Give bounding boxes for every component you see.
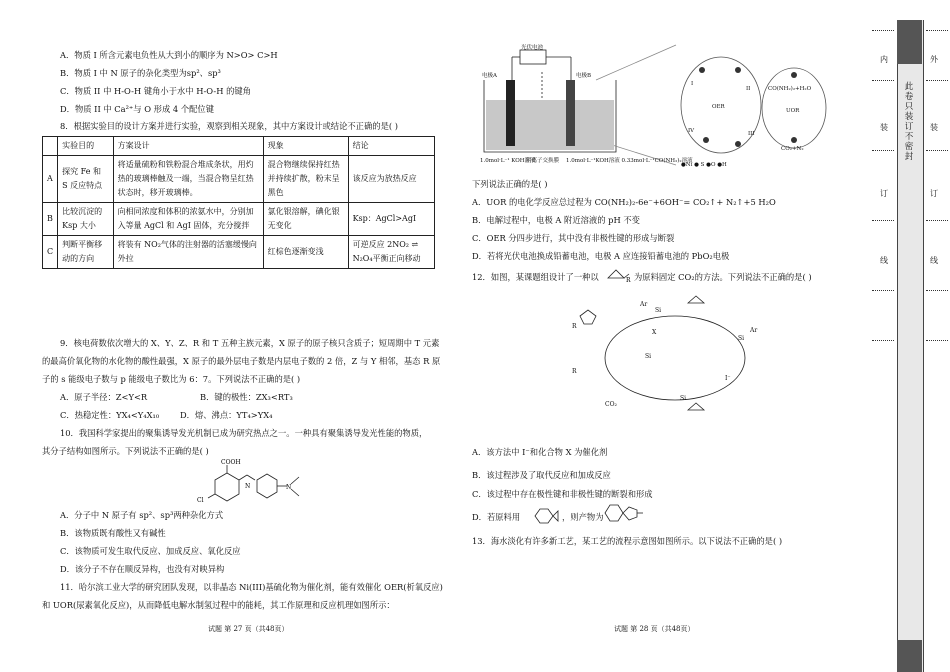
outer-line-label: 线 — [930, 256, 938, 265]
q11-stem: 下列说法正确的是( ) — [472, 179, 548, 189]
q10-option-a: A．分子中 N 原子有 sp²、sp³两种杂化方式 — [60, 510, 224, 520]
membrane-label: 阴离子交换膜 — [526, 158, 560, 164]
q7-option-b: B．物质 I 中 N 原子的杂化类型为sp²、sp³ — [60, 68, 221, 78]
table-cell: 比较沉淀的 Ksp 大小 — [58, 203, 113, 236]
co2-fixation-cycle-diagram — [570, 288, 780, 438]
power-source-label: 光伏电池 — [521, 45, 544, 51]
q9-option-c: C．热稳定性：YX₄<Y₄X₁₀ — [60, 410, 160, 420]
q9-option-d: D．熔、沸点：YT₄>YX₄ — [180, 410, 273, 420]
q11-line-1: 11．哈尔滨工业大学的研究团队发现，以非晶态 Ni(III)基硫化物为催化剂，能有效催化 OER(析氧反应) — [60, 582, 443, 592]
table-cell: 混合物继续保持红热并持续扩散，粉末呈黑色 — [263, 156, 348, 203]
co2-n2-label: CO₂+N₂ — [781, 146, 804, 152]
q11-option-c: C．OER 分四步进行，其中没有非极性键的形成与断裂 — [472, 233, 675, 243]
q12-option-d: D．若原料用 — [472, 512, 521, 522]
table-cell: 结论 — [348, 137, 434, 156]
q9-line-1: 9．核电荷数依次增大的 X、Y、Z、R 和 T 五种主族元素，X 原子的原子核只含质子；短周期中 T 元素 — [60, 338, 440, 348]
table-cell: 探究 Fe 和 S 反应特点 — [58, 156, 113, 203]
table-cell: C — [43, 236, 58, 269]
catalyst-x-label: X — [652, 329, 657, 336]
table-cell: B — [43, 203, 58, 236]
electrode-b-label: 电极B — [576, 73, 592, 79]
table-cell: 可逆反应 2NO₂ ⇌ N₂O₄平衡正向移动 — [348, 236, 434, 269]
cycle-si-label-3: Si — [645, 353, 652, 360]
q9-line-2: 的最高价氧化物的水化物的酸性最强，X 原子的最外层电子数是内层电子数的 2 倍，Z 与 Y 相邻，基态 R 原 — [42, 356, 441, 366]
inner-line-label: 线 — [880, 256, 888, 265]
q8-stem: 8．根据实验目的设计方案并进行实验，观察到相关现象，其中方案设计或结论不正确的是( ) — [60, 121, 398, 131]
inner-bind-label: 装 — [880, 123, 888, 132]
q9-line-3: 子的 s 能级电子数与 p 能级电子数比为 6：7。下列说法不正确的是( ) — [42, 374, 301, 384]
cycle-si-label-4: Si — [680, 395, 687, 402]
q10-option-d: D．该分子不存在顺反异构，也没有对映异构 — [60, 564, 225, 574]
table-cell: 实验目的 — [58, 137, 113, 156]
cut-dots — [926, 340, 948, 341]
cyclic-carbonate-structure — [602, 500, 644, 526]
q10-option-c: C．该物质可发生取代反应、加成反应、氧化反应 — [60, 546, 241, 556]
cut-dots — [872, 30, 894, 31]
cycle-si-label-2: Si — [738, 335, 745, 342]
table-row — [43, 156, 435, 203]
cut-dots — [872, 80, 894, 81]
outer-order-label: 订 — [930, 189, 938, 198]
table-cell: 判断平衡移动的方向 — [58, 236, 113, 269]
cut-dots — [926, 150, 948, 151]
step-i-label: I — [691, 81, 694, 87]
table-cell: 该反应为放热反应 — [348, 156, 434, 203]
cycle-r-label-2: R — [572, 368, 577, 375]
binding-notice: 此卷只装订不密封 — [904, 82, 914, 162]
q12-stem-a: 12．如图，某课题组设计了一种以 — [472, 272, 599, 282]
iodide-label: I⁻ — [725, 375, 731, 382]
q10-option-b: B．该物质既有酸性又有碱性 — [60, 528, 166, 538]
uor-label: UOR — [786, 108, 800, 114]
q7-option-d: D．物质 II 中 Ca²⁺与 O 形成 4 个配位键 — [60, 104, 215, 114]
q10-line-2: 其分子结构如图所示。下列说法不正确的是( ) — [42, 446, 209, 456]
q10-line-1: 10．我国科学家提出的聚集诱导发光机制已成为研究热点之一。一种具有聚集诱导发光性能的物质， — [60, 428, 428, 438]
q9-option-b: B．键的极性：ZX₃<RT₃ — [200, 392, 293, 402]
cycle-si-label-1: Si — [655, 307, 662, 314]
table-cell: A — [43, 156, 58, 203]
cut-dots — [926, 220, 948, 221]
cycle-ar-label-1: Ar — [640, 301, 648, 308]
table-cell: 向相同浓度和体积的浓氨水中，分别加入等量 AgCl 和 AgI 固体，充分搅拌 — [113, 203, 263, 236]
q11-option-a: A．UOR 的电化学反应总过程为 CO(NH₂)₂-6e⁻+6OH⁻= CO₂↑+ N₂↑+5 H₂O — [472, 197, 776, 207]
table-row — [43, 236, 435, 269]
cut-dots — [926, 30, 948, 31]
table-cell — [43, 137, 58, 156]
table-cell: 红棕色逐渐变浅 — [263, 236, 348, 269]
q11-option-b: B．电解过程中，电极 A 附近溶液的 pH 不变 — [472, 215, 640, 225]
cut-dots — [872, 340, 894, 341]
urea-label: CO(NH₂)₂+H₂O — [768, 86, 812, 92]
q8-table — [42, 136, 435, 269]
right-solution-label: 1.0mol·L⁻¹KOH溶液 0.33mol·L⁻¹CO(NH₂)₂溶液 — [566, 158, 693, 164]
binding-top-block — [897, 20, 922, 64]
electrolysis-diagram — [476, 40, 831, 172]
table-cell: Ksp：AgCl>AgI — [348, 203, 434, 236]
q12-option-b: B．该过程涉及了取代反应和加成反应 — [472, 470, 611, 480]
q7-option-a: A．物质 I 所含元素电负性从大到小的顺序为 N>O> C>H — [60, 50, 278, 60]
binding-bottom-block — [897, 640, 922, 672]
cut-dots — [872, 150, 894, 151]
outer-label: 外 — [930, 55, 938, 64]
cyclohexene-oxide-structure — [530, 505, 560, 527]
outer-bind-label: 装 — [930, 123, 938, 132]
binding-margin — [872, 20, 950, 672]
q11-line-2: 和 UOR(尿素氧化反应)，从而降低电解水制氢过程中的能耗，其工作原理和反应机理如图所示： — [42, 600, 395, 610]
q7-option-c: C．物质 II 中 H-O-H 键角小于水中 H-O-H 的键角 — [60, 86, 251, 96]
step-iii-label: III — [748, 131, 755, 137]
cut-dots — [872, 220, 894, 221]
table-cell: 方案设计 — [113, 137, 263, 156]
q10-molecule-diagram — [195, 458, 315, 508]
q13-stem: 13．海水淡化有许多新工艺，某工艺的流程示意图如图所示。以下说法不正确的是( ) — [472, 536, 783, 546]
q12-option-c: C．该过程中存在极性键和非极性键的断裂和形成 — [472, 489, 653, 499]
r-group-label: R — [626, 277, 631, 284]
inner-label: 内 — [880, 55, 888, 64]
q12-option-a: A．该方法中 I⁻和化合物 X 为催化剂 — [472, 447, 608, 457]
cycle-r-label-1: R — [572, 323, 577, 330]
cut-dots — [926, 290, 948, 291]
inner-order-label: 订 — [880, 189, 888, 198]
table-header-row — [43, 137, 435, 156]
left-page-footer: 试题 第 27 页（共48页） — [208, 625, 289, 633]
q11-option-d: D．若将光伏电池换成铅蓄电池，电极 A 应连接铅蓄电池的 PbO₂电极 — [472, 251, 730, 261]
step-ii-label: II — [746, 86, 751, 92]
step-iv-label: IV — [688, 128, 695, 134]
q12-option-d-tail: ，则产物为 — [562, 512, 604, 522]
table-cell: 现象 — [263, 137, 348, 156]
co2-label: CO₂ — [605, 401, 617, 408]
right-page-footer: 试题 第 28 页（共48页） — [614, 625, 695, 633]
table-cell: 将装有 NO₂气体的注射器的活塞缓慢向外拉 — [113, 236, 263, 269]
q12-stem-b: 为原料固定 CO₂的方法。下列说法不正确的是( ) — [634, 272, 812, 282]
amine-n-label: N — [286, 484, 292, 491]
left-solution-label: 1.0mol·L⁻¹ KOH溶液 — [480, 158, 536, 164]
electrode-a-label: 电极A — [482, 73, 497, 79]
imine-n-label: N — [245, 483, 251, 490]
cycle-ar-label-2: Ar — [750, 327, 758, 334]
atom-legend: ●Ni ● S ●O ●H — [681, 162, 727, 168]
q9-option-a: A．原子半径：Z<Y<R — [60, 392, 148, 402]
table-cell: 将适量硫粉和铁粉混合堆成条状，用灼热的玻璃棒触及一端，当混合物呈红热状态时，移开玻璃棒。 — [113, 156, 263, 203]
cooh-label: COOH — [221, 459, 241, 466]
cut-dots — [872, 290, 894, 291]
oer-label: OER — [712, 104, 725, 110]
cl-label: Cl — [197, 497, 204, 504]
table-cell: 氯化银溶解，碘化银无变化 — [263, 203, 348, 236]
table-row — [43, 203, 435, 236]
epoxide-structure — [604, 266, 632, 284]
cut-dots — [926, 80, 948, 81]
